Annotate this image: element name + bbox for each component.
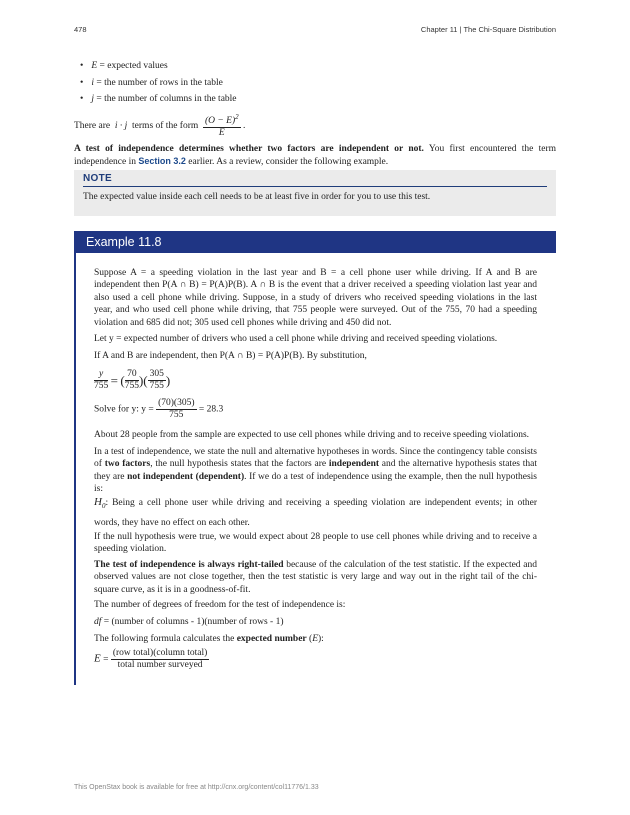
example-paragraph: The test of independence is always right-tailed because of the calculation of the test statistic. If the expected and observed values are not close together, then the test statistic is very large and way out in the right tail of the chi-square curve, as it is in a goodness-of-fit. [94, 560, 537, 595]
fraction: $\frac{(O - E)^2}{E}$ [205, 113, 239, 139]
list-item: • E = expected values [80, 58, 237, 75]
expected-number-formula: E = $\frac{\text{(row total)(column total)}}{\text{total number surveyed}}$ [94, 648, 208, 670]
degrees-of-freedom: df = (number of columns - 1)(number of rows - 1) [94, 617, 284, 627]
example-title-bar [74, 231, 556, 253]
note-text: The expected value inside each cell needs to be at least five in order for you to use this test. [83, 192, 431, 202]
note-title: NOTE [83, 173, 112, 184]
terms-formula: There are i · j terms of the form $\frac{(O - E)^2}{E}$ . [74, 113, 246, 139]
example-title: Example 11.8 [86, 235, 162, 249]
note-box [74, 170, 556, 216]
example-border [74, 253, 76, 685]
example-paragraph: In a test of independence, we state the null and alternative hypotheses in words. Since the contingency table consists of two factors, the null hypothesis states that the factors are independent and the alternative hypothesis states that they are not independent (dependent). If we do a test of independence using the example, then the null hypothesis is: [94, 447, 538, 495]
example-paragraph: The following formula calculates the expected number (E): [94, 634, 324, 644]
note-divider [83, 186, 547, 187]
page-number: 478 [74, 25, 87, 34]
example-paragraph: If A and B are independent, then P(A ∩ B) = P(A)P(B). By substitution, [94, 351, 367, 361]
example-paragraph: If the null hypothesis were true, we would expect about 28 people to use cell phones while driving and to receive a speeding violation. [94, 532, 537, 555]
example-paragraph: About 28 people from the sample are expected to use cell phones while driving and to receive speeding violations. [94, 430, 530, 440]
list-item: • j = the number of columns in the table [80, 91, 237, 108]
substitution-equation: $\frac{y}{755}$ = ( $\frac{70}{755}$ )( $\frac{305}{755}$ ) [94, 369, 171, 391]
example-paragraph: Suppose A = a speeding violation in the last year and B = a cell phone user while driving. If A and B are independent then P(A ∩ B) = P(A)P(B). A ∩ B is the event that a driver received a speeding violation last year and also used a cell phone while driving. Suppose, in a study of drivers who received speeding violations in the last year, and who used cell phone while driving, that 755 people were surveyed. Out of the 755, 70 had a speeding violation and 685 did not; 305 used cell phones while driving and 450 did not. [94, 268, 537, 328]
footer-text: This OpenStax book is available for free at http://cnx.org/content/col11776/1.33 [74, 784, 319, 791]
example-paragraph: Let y = expected number of drivers who used a cell phone while driving and received speeding violations. [94, 334, 498, 344]
section-link[interactable]: Section 3.2 [138, 156, 186, 167]
intro-paragraph: A test of independence determines whether two factors are independent or not. You first encountered the term independence in Section 3.2 earlier. As a review, consider the following example. [74, 144, 557, 168]
solve-equation: Solve for y: y = $\frac{(70)(305)}{755}$ = 28.3 [94, 398, 224, 420]
example-paragraph: The number of degrees of freedom for the test of independence is: [94, 600, 346, 610]
chapter-header: Chapter 11 | The Chi-Square Distribution [420, 25, 556, 34]
null-hypothesis: $H_0$: Being a cell phone user while driving and receiving a speeding violation are independent events; in other words, they have no effect on each other. [94, 496, 537, 528]
list-item: • i = the number of rows in the table [80, 75, 237, 92]
variable-list [80, 58, 237, 108]
